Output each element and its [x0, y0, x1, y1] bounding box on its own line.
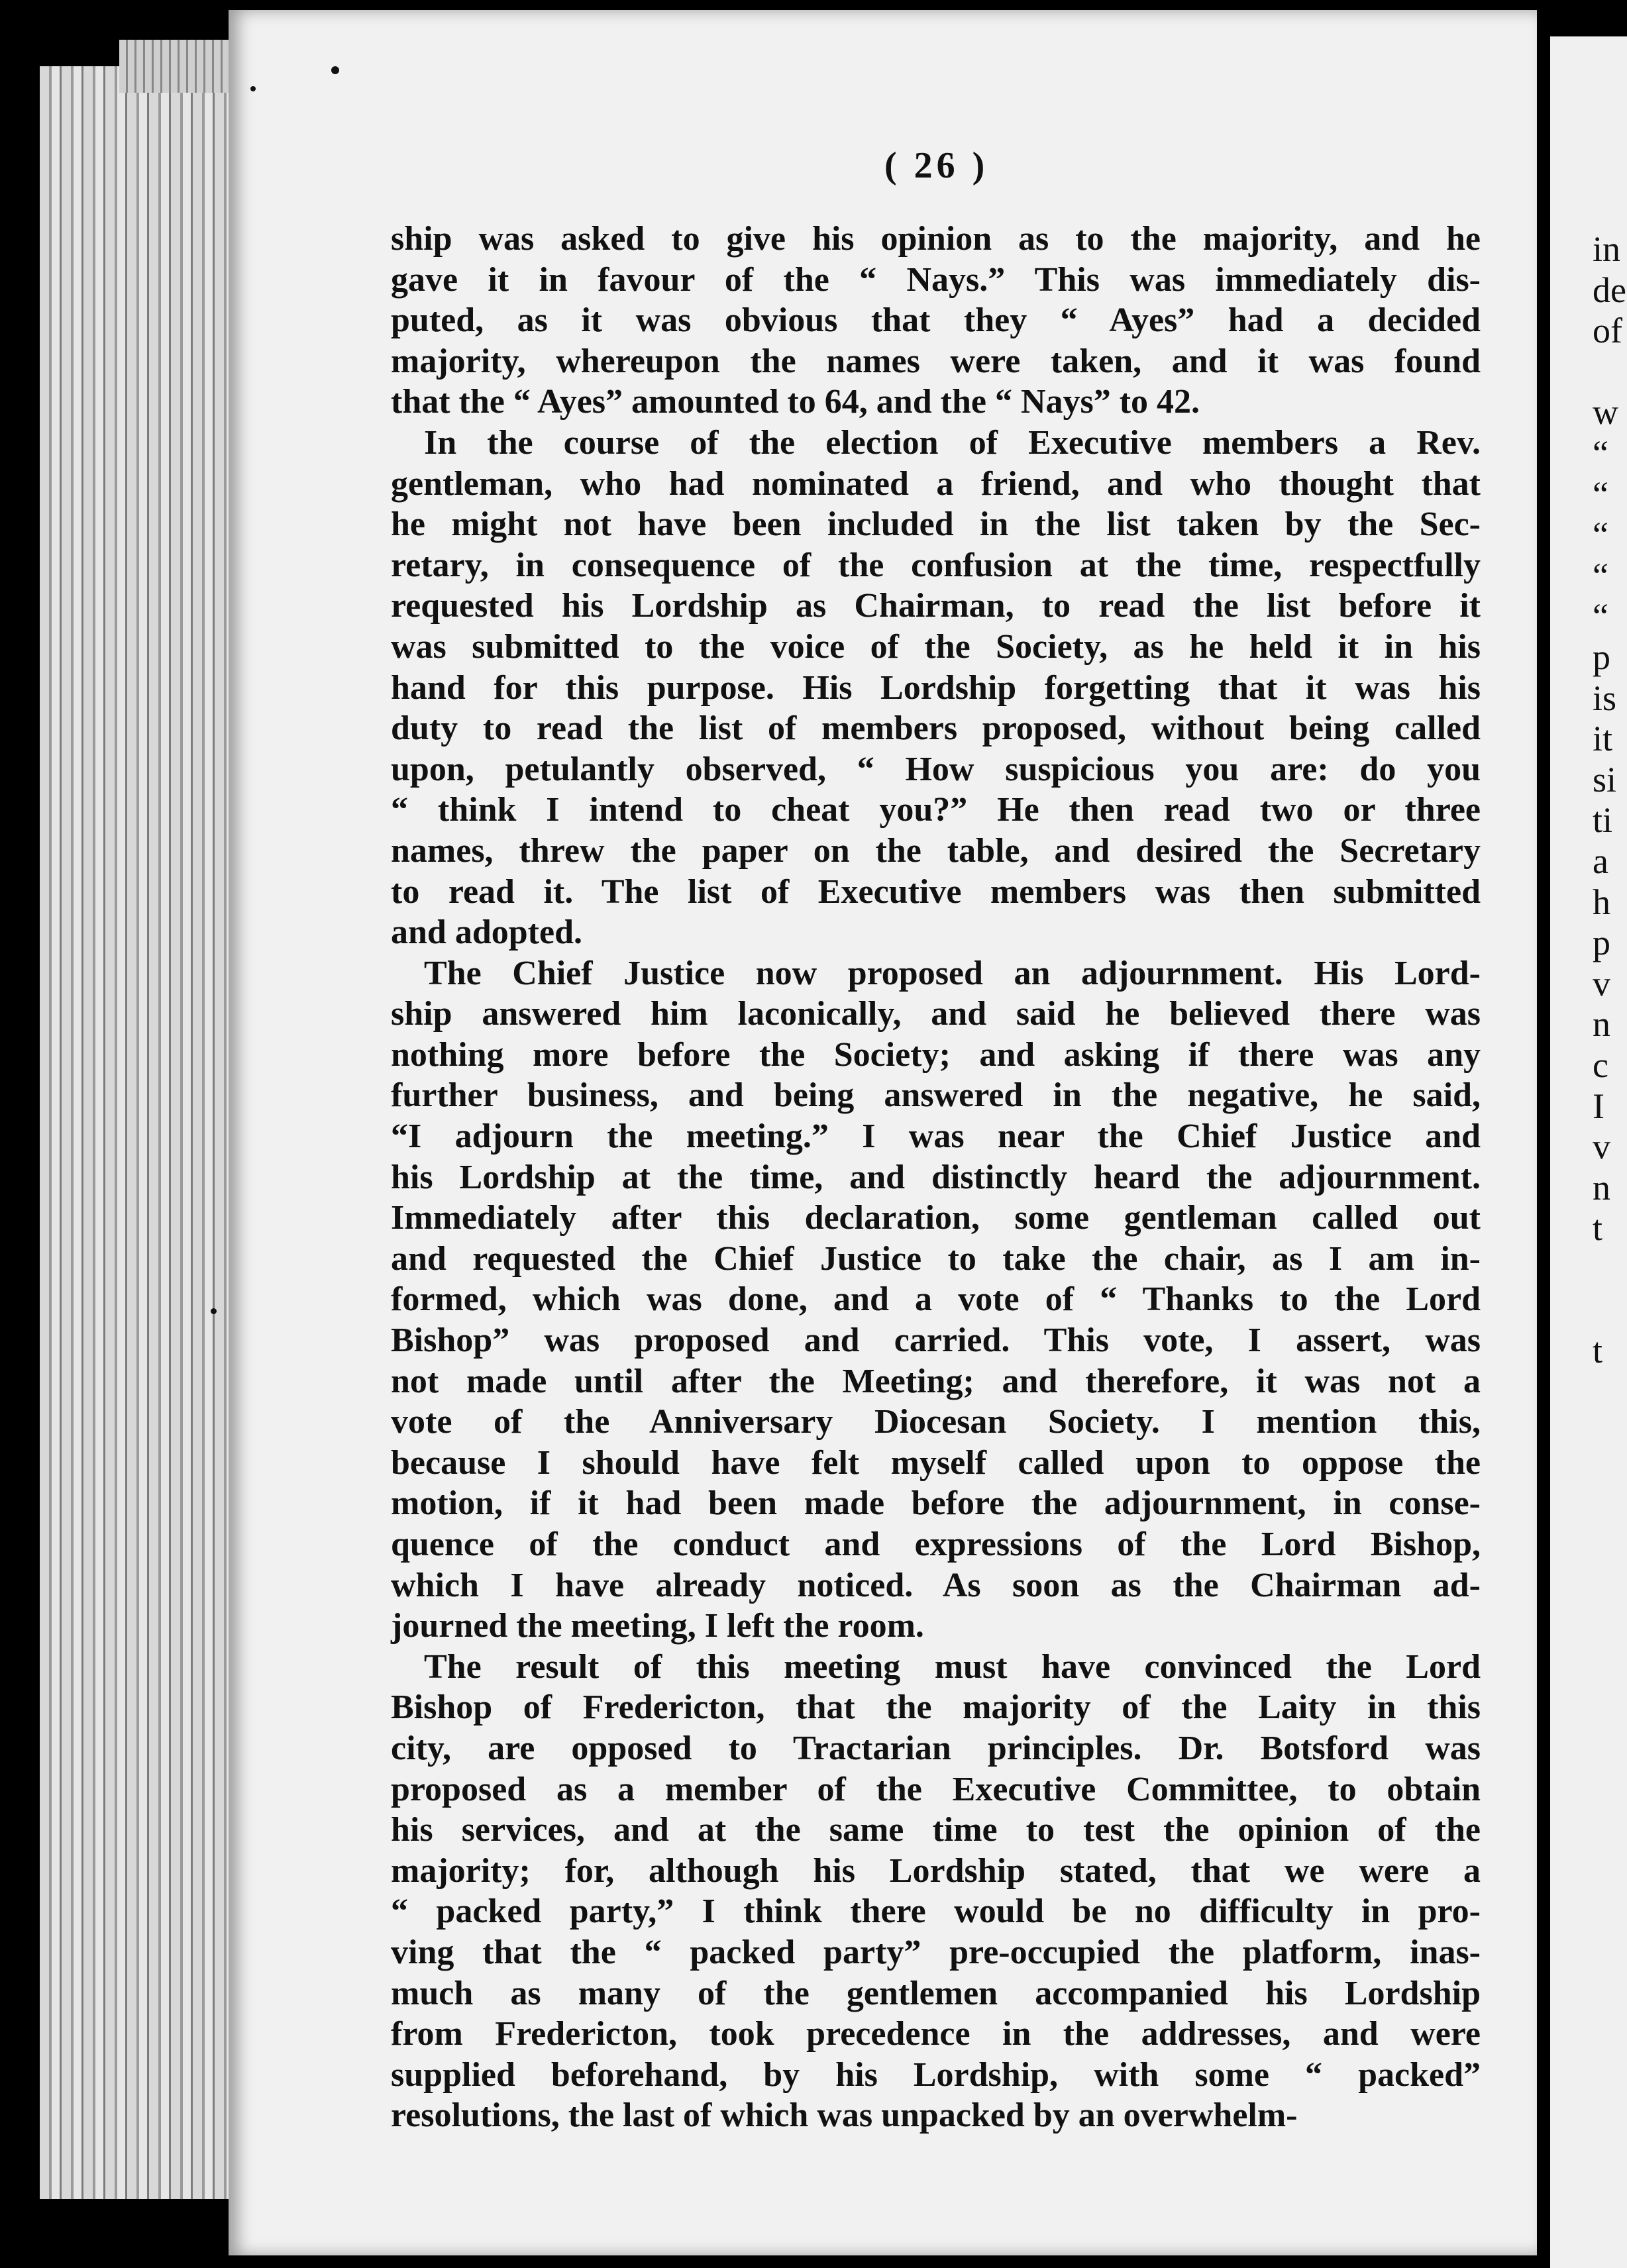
facing-page-fragment: de — [1593, 270, 1626, 310]
text-line: proposed as a member of the Executive Committee, to obtain — [391, 1770, 1481, 1808]
facing-page-fragment: I — [1593, 1086, 1604, 1126]
facing-page-fragment: “ — [1593, 596, 1608, 637]
text-line: formed, which was done, and a vote of “ Thanks to the Lord — [391, 1280, 1481, 1319]
text-line: his services, and at the same time to test the opinion of the — [391, 1811, 1481, 1849]
facing-page-fragment: of — [1593, 311, 1622, 351]
facing-page-fragment: v — [1593, 1127, 1610, 1167]
facing-page-fragment: in — [1593, 229, 1621, 269]
text-line: city, are opposed to Tractarian principles. Dr. Botsford was — [391, 1729, 1481, 1767]
facing-page-fragment: it — [1593, 719, 1613, 759]
text-line: ship answered him laconically, and said he believed there was — [391, 995, 1481, 1033]
text-line: “ packed party,” I think there would be no difficulty in pro- — [391, 1892, 1481, 1931]
text-line: to read it. The list of Executive members was then submitted — [391, 872, 1481, 911]
text-line: from Fredericton, took precedence in the addresses, and were — [391, 2015, 1481, 2053]
facing-page-fragment: h — [1593, 882, 1610, 922]
facing-page-fragment: “ — [1593, 474, 1608, 514]
facing-page-fragment: t — [1593, 1208, 1603, 1249]
text-line: names, threw the paper on the table, and desired the Secretary — [391, 831, 1481, 870]
text-line: upon, petulantly observed, “ How suspicious you are: do you — [391, 750, 1481, 788]
text-line: not made until after the Meeting; and therefore, it was not a — [391, 1362, 1481, 1400]
facing-page-fragment: c — [1593, 1045, 1608, 1085]
text-line: gave it in favour of the “ Nays.” This was immediately dis- — [391, 260, 1481, 299]
paragraph — [391, 423, 1481, 953]
text-line: In the course of the election of Executive members a Rev. — [424, 423, 1481, 462]
facing-page-fragment: w — [1593, 392, 1618, 433]
text-line: because I should have felt myself called upon to oppose the — [391, 1443, 1481, 1482]
text-line: resolutions, the last of which was unpacked by an overwhelm- — [391, 2096, 1298, 2135]
facing-page-fragment: “ — [1593, 515, 1608, 555]
text-line: and requested the Chief Justice to take the chair, as I am in- — [391, 1239, 1481, 1278]
text-line: quence of the conduct and expressions of the Lord Bishop, — [391, 1525, 1481, 1563]
facing-page-fragment: “ — [1593, 555, 1608, 595]
facing-page-fragment: n — [1593, 1167, 1610, 1208]
facing-page-fragment: v — [1593, 963, 1610, 1004]
paragraph — [391, 953, 1481, 1647]
facing-page-edge — [1550, 36, 1627, 2268]
body-text — [391, 219, 1481, 2136]
text-line: The result of this meeting must have convinced the Lord — [424, 1647, 1481, 1686]
ink-speck — [331, 66, 339, 74]
text-line: was submitted to the voice of the Society, as he held it in his — [391, 627, 1481, 666]
facing-page-fragment: is — [1593, 678, 1617, 718]
text-line: Bishop” was proposed and carried. This vote, I assert, was — [391, 1321, 1481, 1360]
facing-page-fragment: a — [1593, 841, 1608, 881]
paragraph — [391, 219, 1481, 423]
text-line: his Lordship at the time, and distinctly heard the adjournment. — [391, 1158, 1481, 1196]
ink-speck — [250, 86, 256, 91]
text-line: ship was asked to give his opinion as to the majority, and he — [391, 220, 1481, 258]
text-line: motion, if it had been made before the adjournment, in conse- — [391, 1484, 1481, 1523]
text-line: retary, in consequence of the confusion at the time, respectfully — [391, 546, 1481, 584]
text-line: “ think I intend to cheat you?” He then read two or three — [391, 791, 1481, 829]
text-line: that the “ Ayes” amounted to 64, and the “ Nays” to 42. — [391, 383, 1200, 421]
text-line: majority; for, although his Lordship stated, that we were a — [391, 1851, 1481, 1890]
text-line: requested his Lordship as Chairman, to read the list before it — [391, 587, 1481, 625]
text-line: duty to read the list of members proposed, without being called — [391, 709, 1481, 748]
text-line: puted, as it was obvious that they “ Ayes” had a decided — [391, 301, 1481, 340]
text-line: “I adjourn the meeting.” I was near the Chief Justice and — [391, 1117, 1481, 1156]
text-line: hand for this purpose. His Lordship forgetting that it was his — [391, 668, 1481, 707]
text-line: vote of the Anniversary Diocesan Society. I mention this, — [391, 1403, 1481, 1441]
text-line: majority, whereupon the names were taken, and it was found — [391, 342, 1481, 380]
paragraph — [391, 1647, 1481, 2136]
text-line: gentleman, who had nominated a friend, and who thought that — [391, 464, 1481, 503]
text-line: further business, and being answered in the negative, he said, — [391, 1076, 1481, 1115]
facing-page-fragment: n — [1593, 1004, 1610, 1045]
text-line: and adopted. — [391, 913, 582, 952]
text-line: nothing more before the Society; and asking if there was any — [391, 1035, 1481, 1074]
text-line: which I have already noticed. As soon as the Chairman ad- — [391, 1566, 1481, 1604]
text-line: ving that the “ packed party” pre-occupied the platform, inas- — [391, 1933, 1481, 1971]
ink-speck — [211, 1308, 217, 1314]
stacked-page-edges — [40, 66, 238, 2199]
text-line: Immediately after this declaration, some gentleman called out — [391, 1199, 1481, 1237]
page-number: ( 26 ) — [884, 145, 989, 186]
text-line: journed the meeting, I left the room. — [391, 1607, 924, 1645]
text-line: The Chief Justice now proposed an adjournment. His Lord- — [424, 954, 1481, 992]
text-line: much as many of the gentlemen accompanied his Lordship — [391, 1974, 1481, 2012]
facing-page-fragment: t — [1593, 1331, 1603, 1371]
facing-page-fragment: ti — [1593, 800, 1613, 841]
facing-page-fragment: si — [1593, 759, 1617, 799]
text-line: Bishop of Fredericton, that the majority of the Laity in this — [391, 1688, 1481, 1727]
facing-page-fragment: p — [1593, 637, 1610, 677]
text-line: he might not have been included in the list taken by the Sec- — [391, 505, 1481, 544]
facing-page-fragment: “ — [1593, 433, 1608, 473]
text-line: supplied beforehand, by his Lordship, with some “ packed” — [391, 2055, 1481, 2094]
facing-page-fragment: p — [1593, 923, 1610, 963]
